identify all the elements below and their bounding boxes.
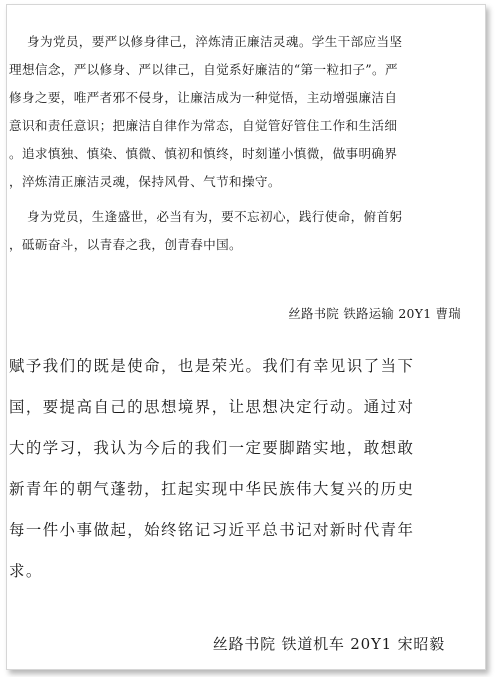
paragraph-line: 。追求慎独、慎染、慎微、慎初和慎终，时刻谨小慎微，做事明确界 — [9, 146, 398, 161]
paragraph-line: ，淬炼清正廉洁灵魂，保持风骨、气节和操守。 — [9, 174, 281, 189]
paragraph-line: 赋予我们的既是使命，也是荣光。我们有幸见识了当下 — [9, 357, 415, 375]
paragraph-line: 意识和责任意识；把廉洁自律作为常态，自觉管好管住工作和生活细 — [9, 118, 398, 133]
paragraph-line: ，砥砺奋斗，以青春之我，创青春中国。 — [9, 237, 242, 252]
paragraph-line: 每一件小事做起，始终铭记习近平总书记对新时代青年 — [9, 521, 415, 539]
signature-1: 丝路书院 铁路运输 20Y1 曹瑞 — [288, 306, 461, 321]
paragraph-line: 修身之要，唯严者邪不侵身，让廉洁成为一种觉悟，主动增强廉洁自 — [9, 90, 398, 105]
paragraph-line: 大的学习，我认为今后的我们一定要脚踏实地，敢想敢 — [9, 439, 415, 457]
paragraph-line: 新青年的朝气蓬勃，扛起实现中华民族伟大复兴的历史 — [9, 480, 415, 498]
paragraph-line: 求。 — [9, 562, 43, 580]
paragraph-line: 理想信念，严以修身、严以律己，自觉系好廉洁的“第一粒扣子”。严 — [9, 62, 398, 77]
paragraph-line: 身为党员，生逢盛世，必当有为，要不忘初心，践行使命，俯首躬 — [27, 209, 403, 224]
signature-2: 丝路书院 铁道机车 20Y1 宋昭毅 — [212, 635, 445, 653]
document-page — [6, 4, 486, 670]
paragraph-line: 身为党员，要严以修身律己，淬炼清正廉洁灵魂。学生干部应当坚 — [27, 34, 403, 49]
paragraph-line: 国，要提高自己的思想境界，让思想决定行动。通过对 — [9, 398, 415, 416]
